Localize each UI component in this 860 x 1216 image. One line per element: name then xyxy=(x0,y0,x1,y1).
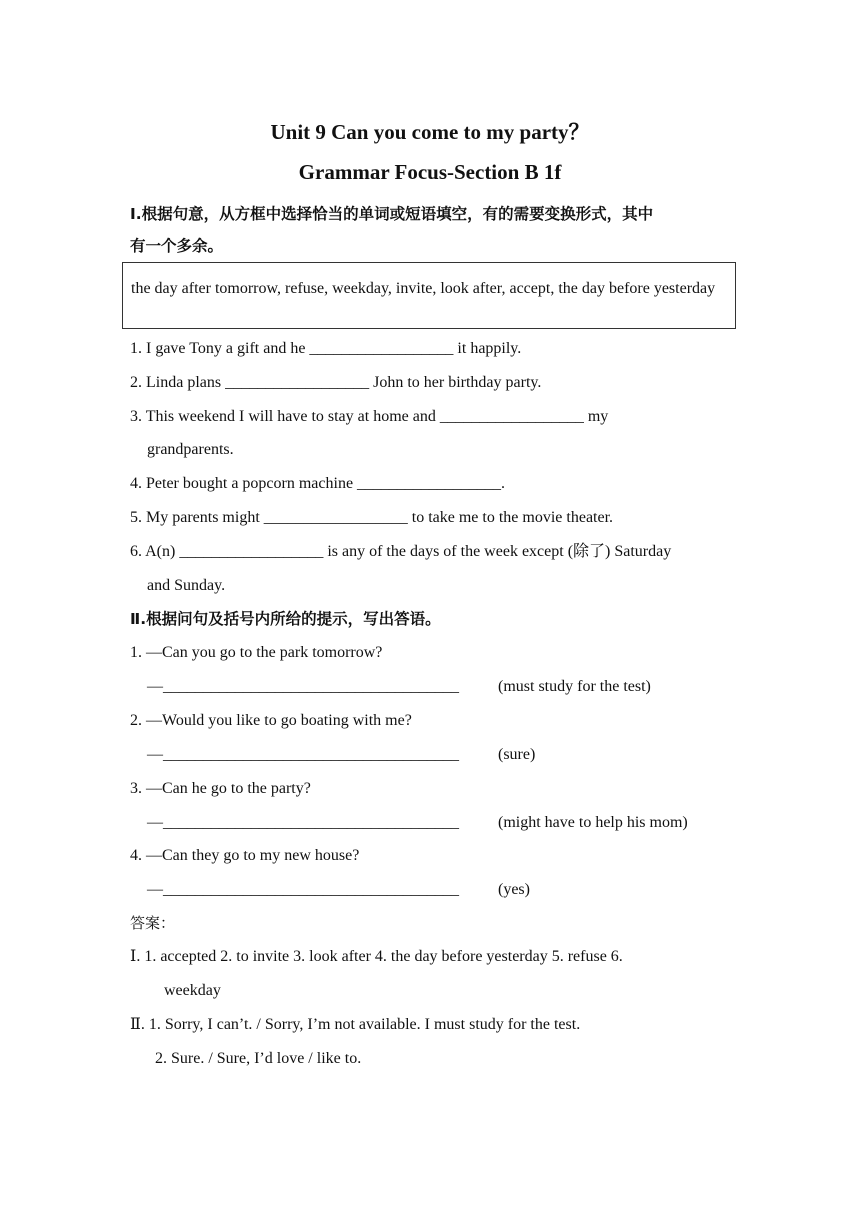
word-box-text: the day after tomorrow, refuse, weekday, invite, look after, accept, the day before yesterday xyxy=(131,280,716,297)
s2-hint-1: (must study for the test) xyxy=(498,678,651,695)
page-title: Unit 9 Can you come to my party？ xyxy=(270,120,590,144)
answers-section1: Ⅰ. 1. accepted 2. to invite 3. look after 4. the day before yesterday 5. refuse 6. xyxy=(130,948,623,965)
s2-answer-line-4: —_____________________________________ xyxy=(147,881,459,898)
word-box xyxy=(122,262,736,329)
s2-hint-4: (yes) xyxy=(498,881,530,898)
s1-question-5: 5. My parents might __________________ to take me to the movie theater. xyxy=(130,509,614,526)
section1-heading-cont: 有一个多余。 xyxy=(130,237,224,255)
answers-label: 答案： xyxy=(130,914,176,932)
s1-question-3-cont: grandparents. xyxy=(147,441,234,458)
s2-answer-line-1: —_____________________________________ xyxy=(147,678,459,695)
s2-answer-line-2: —_____________________________________ xyxy=(147,746,459,763)
s2-question-1: 1. —Can you go to the park tomorrow? xyxy=(130,644,383,661)
answers-section2-cont: 2. Sure. / Sure, I’d love / like to. xyxy=(155,1050,362,1067)
section1-heading: Ⅰ.根据句意，从方框中选择恰当的单词或短语填空，有的需要变换形式，其中 xyxy=(130,205,654,223)
s1-question-6: 6. A(n) __________________ is any of the days of the week except (除了) Saturday xyxy=(130,543,672,560)
answers-section1-cont: weekday xyxy=(164,982,221,999)
s2-hint-2: (sure) xyxy=(498,746,536,763)
s1-question-2: 2. Linda plans __________________ John to her birthday party. xyxy=(130,374,542,391)
section2-heading: Ⅱ.根据问句及括号内所给的提示，写出答语。 xyxy=(130,610,441,628)
s2-answer-line-3: —_____________________________________ xyxy=(147,814,459,831)
answers-section2: Ⅱ. 1. Sorry, I can’t. / Sorry, I’m not available. I must study for the test. xyxy=(130,1016,581,1033)
s1-question-4: 4. Peter bought a popcorn machine __________________. xyxy=(130,475,506,492)
s1-question-6-cont: and Sunday. xyxy=(147,577,226,594)
s2-hint-3: (might have to help his mom) xyxy=(498,814,688,831)
s1-question-3: 3. This weekend I will have to stay at home and __________________ my xyxy=(130,408,609,425)
s2-question-2: 2. —Would you like to go boating with me? xyxy=(130,712,412,729)
s1-question-1: 1. I gave Tony a gift and he __________________ it happily. xyxy=(130,340,522,357)
page-subtitle: Grammar Focus-Section B 1f xyxy=(298,160,562,184)
s2-question-4: 4. —Can they go to my new house? xyxy=(130,847,360,864)
s2-question-3: 3. —Can he go to the party? xyxy=(130,780,311,797)
